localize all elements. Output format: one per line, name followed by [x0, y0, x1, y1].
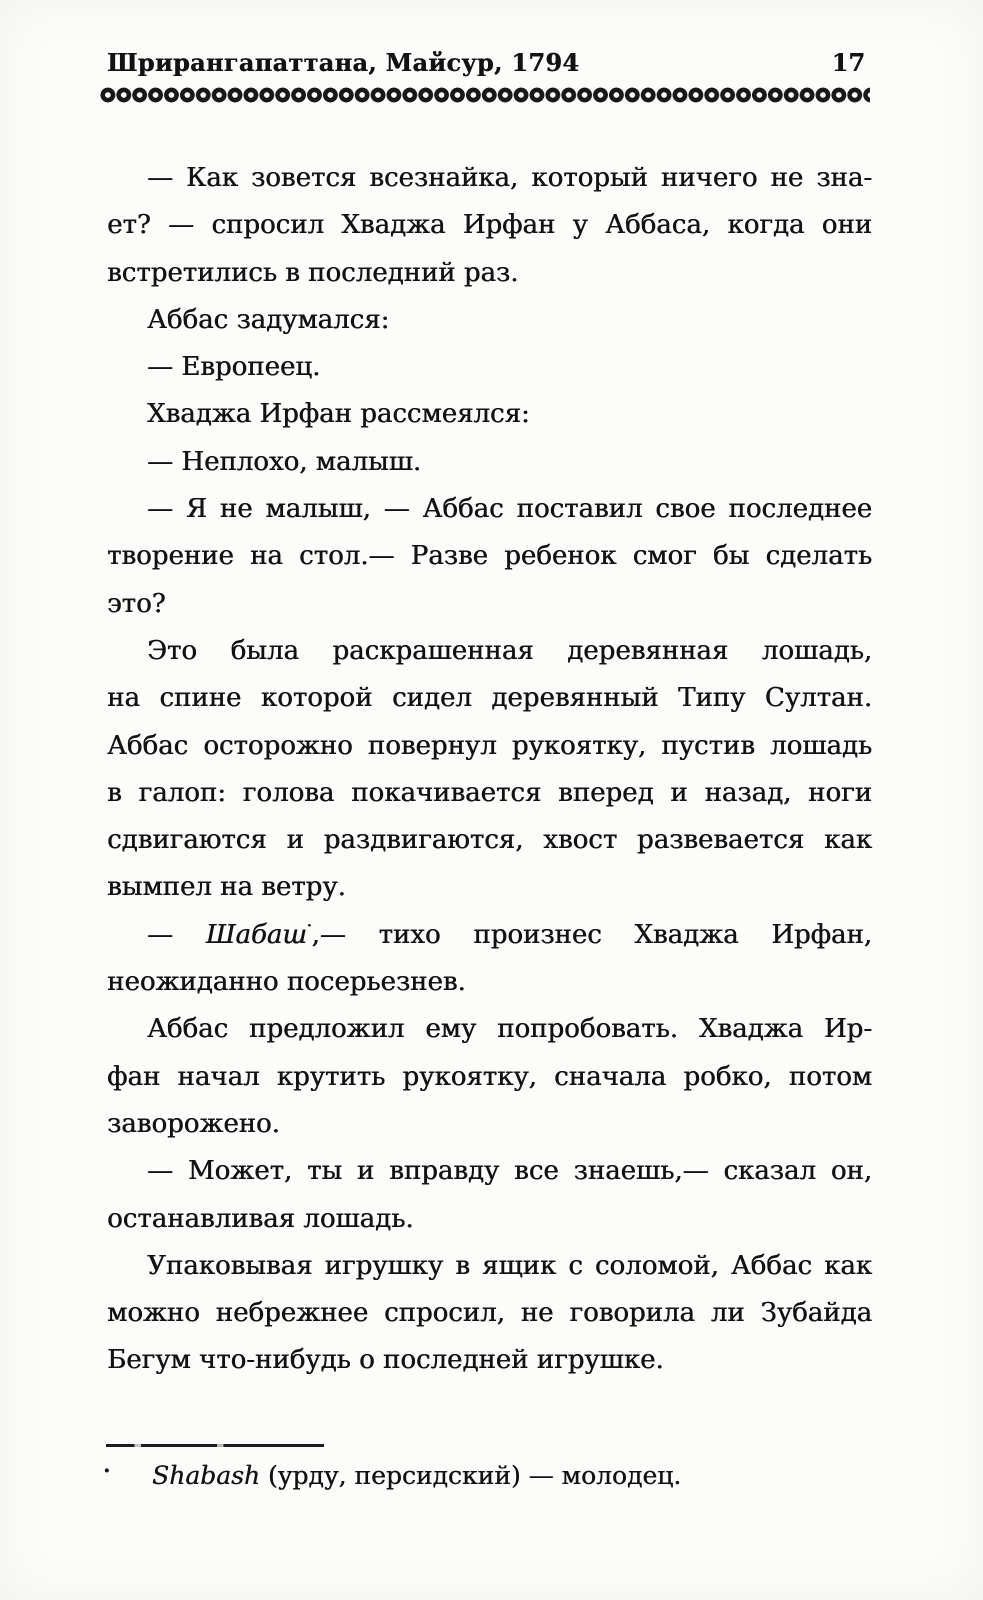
footnote-text	[152, 1456, 872, 1496]
text-line: — Как зовется всезнайка, который ничего не зна-	[147, 163, 872, 193]
footnote-separator-rule	[106, 1444, 324, 1447]
text-line: Бегум что-нибудь о последней игрушке.	[107, 1345, 664, 1376]
text-line: Хваджа Ирфан рассмеялся:	[147, 399, 530, 430]
footnote-marker: ·	[103, 1458, 111, 1484]
text-line: Аббас осторожно повернул рукоятку, пустив лошадь	[107, 730, 872, 761]
text-line: Аббас предложил ему попробовать. Хваджа Ир-	[147, 1014, 872, 1045]
text-line: вымпел на ветру.	[107, 872, 346, 903]
chapter-location-title: Шрирангапаттана, Майсур, 1794	[107, 48, 580, 77]
text-line: на спине которой сидел деревянный Типу Султан.	[107, 683, 872, 714]
body-text	[107, 155, 872, 1385]
text-line: встретились в последний раз.	[107, 257, 519, 288]
chain-ornament-divider	[100, 86, 870, 104]
text-line: ет? — спросил Хваджа Ирфан у Аббаса, когда они	[107, 210, 872, 241]
page-number: 17	[831, 48, 865, 77]
text-line: заворожено.	[107, 1108, 280, 1139]
text-line: неожиданно посерьезнев.	[107, 967, 466, 998]
text-line: творение на стол.— Разве ребенок смог бы сделать	[107, 541, 872, 572]
text-line: Shabash (урду, персидский) — молодец.	[152, 1461, 682, 1490]
text-line: фан начал крутить рукоятку, сначала робко, потом	[107, 1061, 872, 1092]
text-line: Аббас задумался:	[147, 304, 390, 335]
text-line: — Неплохо, малыш.	[147, 446, 422, 477]
text-line: останавливая лошадь.	[107, 1203, 414, 1234]
text-line: — Европеец.	[147, 352, 321, 383]
text-line: это?	[107, 588, 166, 619]
text-line: можно небрежнее спросил, не говорила ли Зубайда	[107, 1298, 872, 1329]
text-line: Это была раскрашенная деревянная лошадь,	[147, 635, 872, 666]
text-line: — Может, ты и вправду все знаешь,— сказал он,	[147, 1156, 872, 1187]
text-line: Упаковывая игрушку в ящик с соломой, Аббас как	[147, 1250, 872, 1281]
text-line: — Я не малыш, — Аббас поставил свое последнее	[147, 494, 872, 525]
text-line: сдвигаются и раздвигаются, хвост развевается как	[107, 825, 872, 856]
text-line: в галоп: голова покачивается вперед и назад, ноги	[107, 777, 872, 808]
text-line: — Шабаш·,— тихо произнес Хваджа Ирфан,	[147, 918, 872, 950]
running-head	[107, 48, 865, 77]
